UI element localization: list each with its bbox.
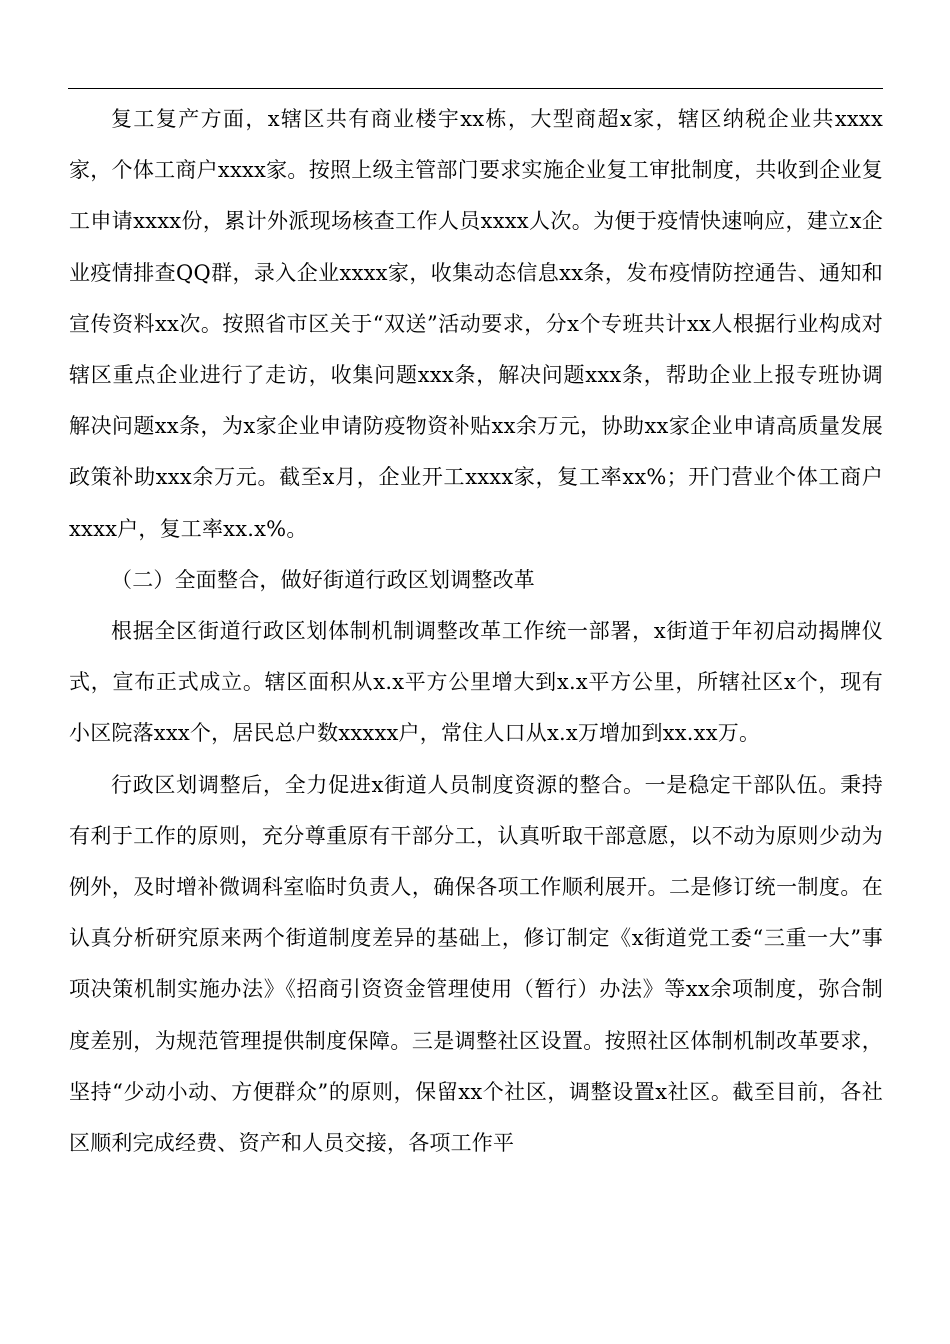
- paragraph-resumption: 复工复产方面，x辖区共有商业楼宇xx栋，大型商超x家，辖区纳税企业共xxxx家，个体工商户xxxx家。按照上级主管部门要求实施企业复工审批制度，共收到企业复工申请xxxx份，累计外派现场核查工作人员xxxx人次。为便于疫情快速响应，建立x企业疫情排查QQ群，录入企业xxxx家，收集动态信息xx条，发布疫情防控通告、通知和宣传资料xx次。按照省市区关于“双送”活动要求，分x个专班共计xx人根据行业构成对辖区重点企业进行了走访，收集问题xxx条，解决问题xxx条，帮助企业上报专班协调解决问题xx条，为x家企业申请防疫物资补贴xx余万元，协助xx家企业申请高质量发展政策补助xxx余万元。截至x月，企业开工xxxx家，复工率xx%；开门营业个体工商户xxxx户，复工率xx.x%。: [69, 107, 883, 541]
- header-rule: [68, 88, 883, 89]
- section-heading: （二）全面整合，做好街道行政区划调整改革: [111, 567, 535, 592]
- document-body: [69, 94, 883, 1169]
- paragraph-integration: 行政区划调整后，全力促进x街道人员制度资源的整合。一是稳定干部队伍。秉持有利于工作的原则，充分尊重原有干部分工，认真听取干部意愿，以不动为原则少动为例外，及时增补微调科室临时负责人，确保各项工作顺利展开。二是修订统一制度。在认真分析研究原来两个街道制度差异的基础上，修订制定《x街道党工委“三重一大”事项决策机制实施办法》《招商引资资金管理使用（暂行）办法》等xx余项制度，弥合制度差别，为规范管理提供制度保障。三是调整社区设置。按照社区体制机制改革要求，坚持“少动小动、方便群众”的原则，保留xx个社区，调整设置x社区。截至目前，各社区顺利完成经费、资产和人员交接，各项工作平: [69, 772, 883, 1156]
- paragraph-reform-deployment: 根据全区街道行政区划体制机制调整改革工作统一部署，x街道于年初启动揭牌仪式，宣布正式成立。辖区面积从x.x平方公里增大到x.x平方公里，所辖社区x个，现有小区院落xxx个，居民总户数xxxxx户，常住人口从x.x万增加到xx.xx万。: [69, 619, 883, 746]
